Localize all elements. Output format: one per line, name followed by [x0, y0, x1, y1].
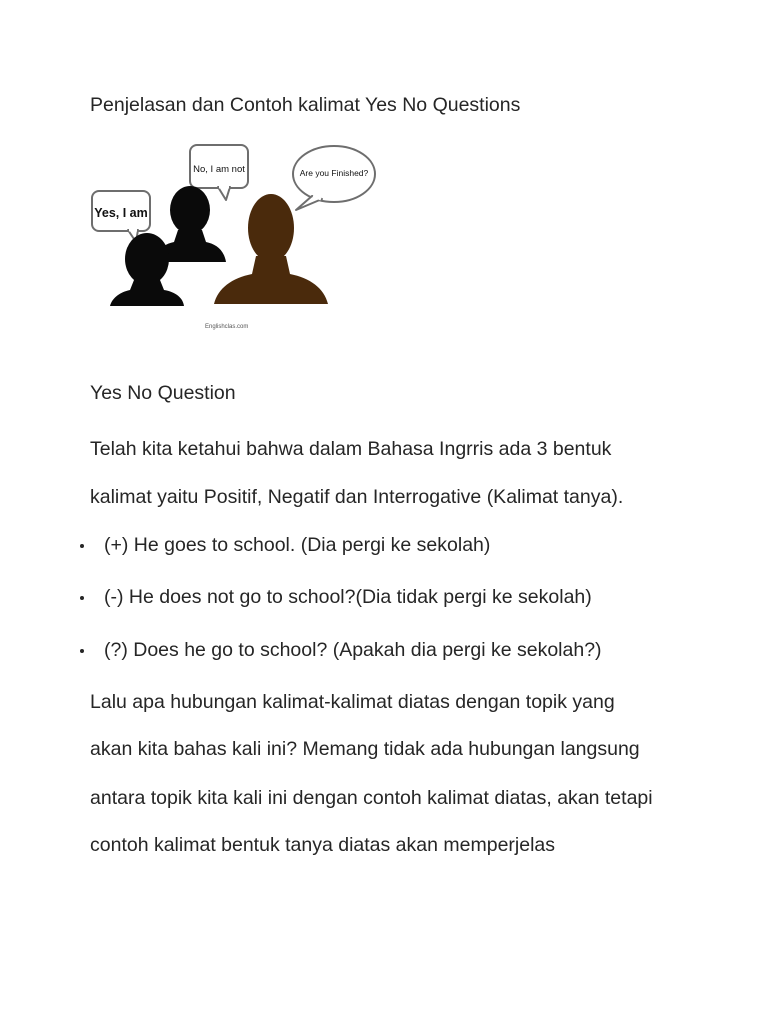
yes-no-illustration [88, 138, 388, 338]
bubble-middle-text: No, I am not [193, 164, 245, 175]
body-line-1: Lalu apa hubungan kalimat-kalimat diatas dengan topik yang [90, 691, 615, 713]
speech-bubble-right [293, 146, 375, 210]
intro-line-2: kalimat yaitu Positif, Negatif dan Interrogative (Kalimat tanya). [90, 486, 624, 508]
body-line-3: antara topik kita kali ini dengan contoh kalimat diatas, akan tetapi [90, 787, 653, 809]
page-title: Penjelasan dan Contoh kalimat Yes No Questions [90, 94, 521, 116]
intro-line-1: Telah kita ketahui bahwa dalam Bahasa Ingrris ada 3 bentuk [90, 438, 612, 460]
body-line-4: contoh kalimat bentuk tanya diatas akan memperjelas [90, 834, 556, 856]
section-heading: Yes No Question [90, 382, 236, 404]
conversation-graphic [88, 138, 388, 338]
example-positive: (+) He goes to school. (Dia pergi ke sekolah) [104, 534, 491, 556]
bubble-left-text: Yes, I am [94, 206, 148, 220]
bullet-icon [80, 544, 84, 548]
image-caption: Englishclas.com [205, 324, 249, 330]
example-interrogative: (?) Does he go to school? (Apakah dia pergi ke sekolah?) [104, 639, 602, 661]
body-line-2: akan kita bahas kali ini? Memang tidak ada hubungan langsung [90, 738, 640, 760]
bullet-icon [80, 649, 84, 653]
example-negative: (-) He does not go to school?(Dia tidak pergi ke sekolah) [104, 586, 592, 608]
person-right-silhouette [214, 194, 328, 304]
bubble-right-text: Are you Finished? [299, 168, 369, 178]
bullet-icon [80, 596, 84, 600]
